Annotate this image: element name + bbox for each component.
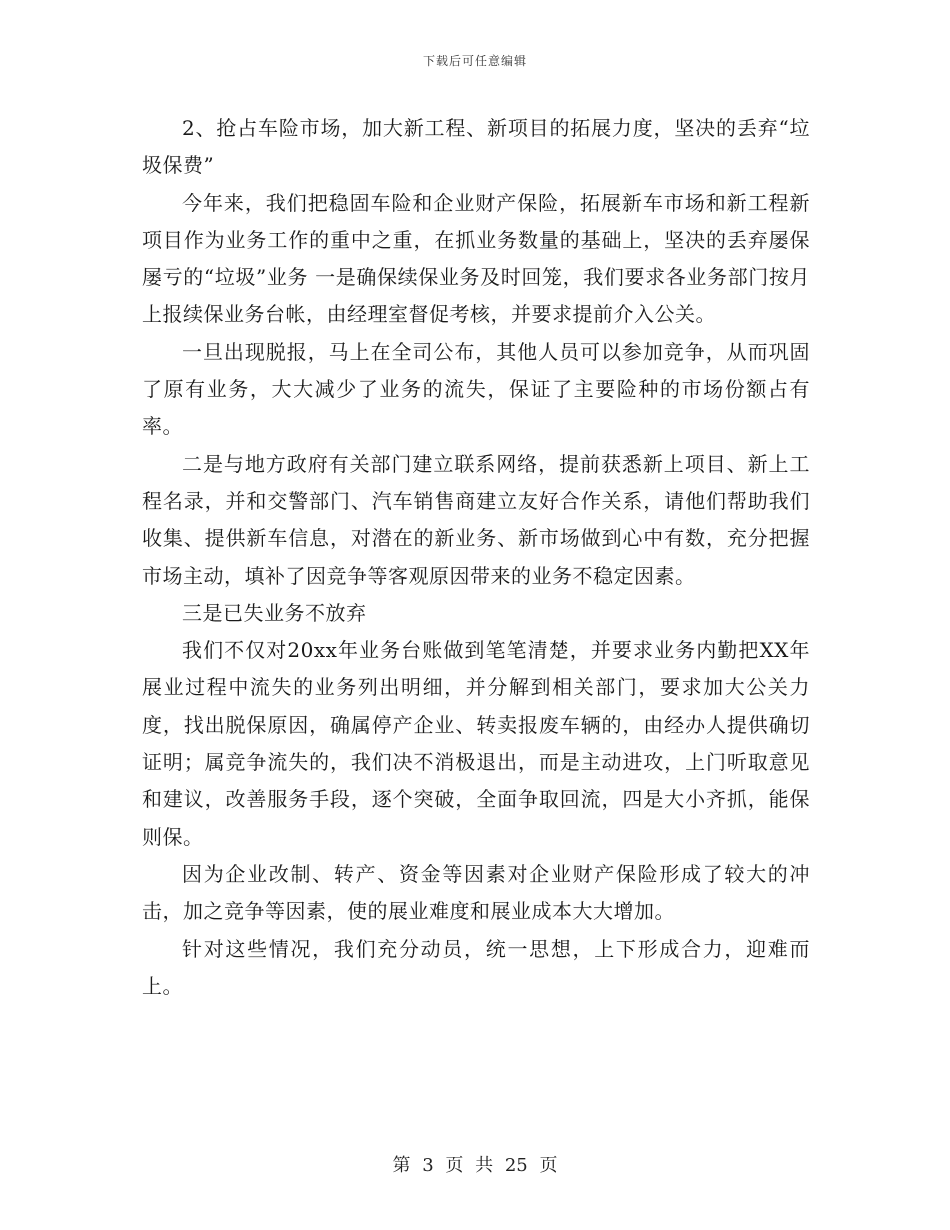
paragraph: 今年来，我们把稳固车险和企业财产保险，拓展新车市场和新工程新项目作为业务工作的重中之重，在抓业务数量的基础上，坚决的丢弃屡保屡亏的“垃圾”业务 一是确保续保业务及时回笼，我们要求各业务部门按月上报续保业务台帐，由经理室督促考核，并要求提前介入公关。 <box>142 190 810 327</box>
page-number-footer: 第 3 页 共 25 页 <box>392 1155 558 1176</box>
paragraph: 因为企业改制、转产、资金等因素对企业财产保险形成了较大的冲击，加之竞争等因素，使的展业难度和展业成本大大增加。 <box>142 861 810 924</box>
paragraph: 三是已失业务不放弃 <box>182 600 367 625</box>
page-header-note: 下载后可任意编辑 <box>422 54 527 68</box>
paragraph: 针对这些情况，我们充分动员，统一思想，上下形成合力，迎难而上。 <box>142 936 810 998</box>
section-heading: 2、抢占车险市场，加大新工程、新项目的拓展力度，坚决的丢弃“垃圾保费” <box>142 116 810 178</box>
paragraph: 我们不仅对20xx年业务台账做到笔笔清楚，并要求业务内勤把XX年展业过程中流失的业务列出明细，并分解到相关部门，要求加大公关力度，找出脱保原因，确属停产企业、转卖报废车辆的，由经办人提供确切证明；属竞争流失的，我们决不消极退出，而是主动进攻，上门听取意见和建议，改善服务手段，逐个突破，全面争取回流，四是大小齐抓，能保则保。 <box>142 638 810 849</box>
paragraph: 一旦出现脱报，马上在全司公布，其他人员可以参加竞争，从而巩固了原有业务，大大减少了业务的流失，保证了主要险种的市场份额占有率。 <box>142 339 810 439</box>
paragraph: 二是与地方政府有关部门建立联系网络，提前获悉新上项目、新上工程名录，并和交警部门、汽车销售商建立友好合作关系，请他们帮助我们收集、提供新车信息，对潜在的新业务、新市场做到心中有数，充分把握市场主动，填补了因竞争等客观原因带来的业务不稳定因素。 <box>142 451 810 588</box>
document-body <box>142 110 810 1005</box>
